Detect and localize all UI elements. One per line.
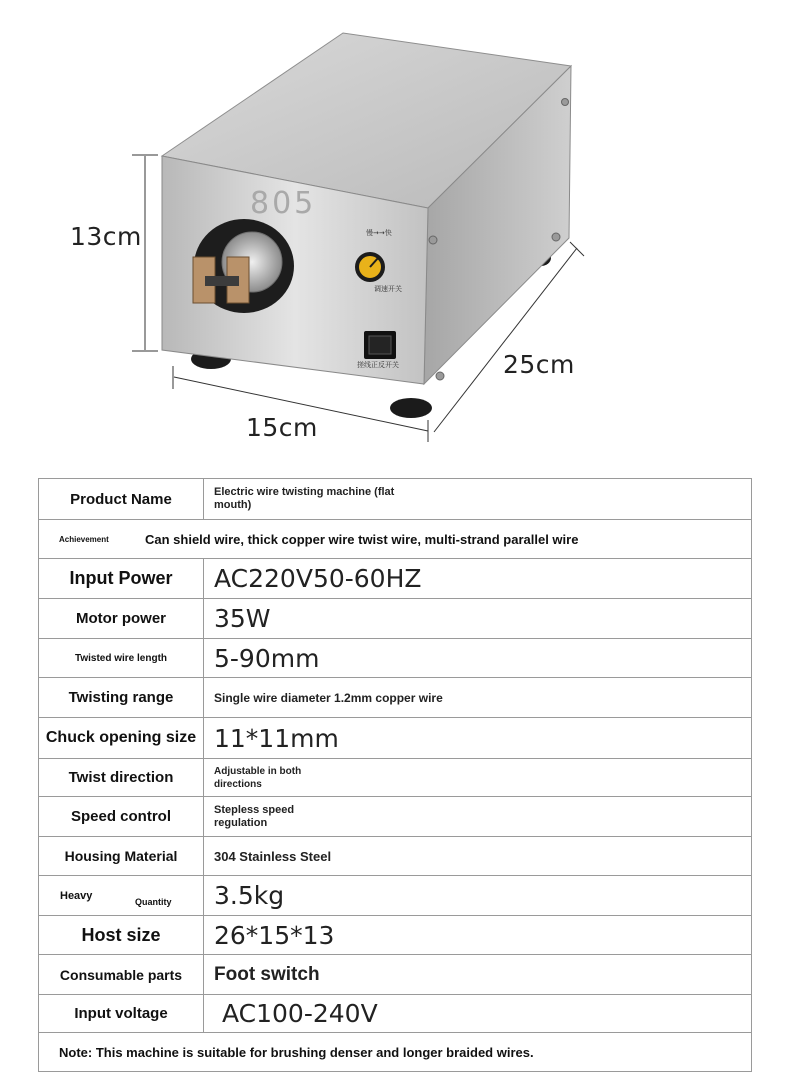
direction-switch-label: 搓线正反开关 [357,361,399,369]
screw [429,236,437,244]
spec-label-cell [39,876,204,915]
spec-row-weight [39,876,751,916]
spec-row-note [39,1033,751,1071]
spec-label: Housing Material [39,837,204,875]
spec-value: AC100-240V [222,999,378,1028]
spec-label: Achievement [59,534,109,544]
spec-label: Twist direction [39,759,204,796]
spec-value: Single wire diameter 1.2mm copper wire [214,690,443,705]
speed-top-label: 慢→→快 [366,229,392,237]
spec-row-input-voltage [39,995,751,1033]
spec-label: Chuck opening size [39,718,204,758]
spec-value: Adjustable in both directions [214,765,302,790]
spec-label: Consumable parts [39,955,204,994]
width-dimension: 15cm [246,413,318,442]
spec-value: 35W [214,604,271,633]
spec-value: Can shield wire, thick copper wire twist wire, multi-strand parallel wire [145,531,579,547]
spec-row-input-power [39,559,751,599]
spec-label: Speed control [39,797,204,836]
spec-label: Twisted wire length [39,639,204,677]
spec-value: 3.5kg [214,881,285,910]
spec-value: 26*15*13 [214,920,335,950]
spec-row-host-size [39,916,751,955]
spec-value: 11*11mm [214,723,339,753]
speed-switch-label: 调速开关 [374,285,402,293]
spec-label: Twisting range [39,678,204,717]
spec-row-consumable-parts [39,955,751,995]
spec-value: 304 Stainless Steel [214,848,332,864]
screw [436,372,444,380]
spec-row-chuck-size [39,718,751,759]
spec-note: Note: This machine is suitable for brushing denser and longer braided wires. [59,1044,534,1060]
spec-label: Host size [39,916,204,954]
foot-front-right [390,398,432,418]
spec-label: Motor power [39,599,204,638]
spec-value: Electric wire twisting machine (flat mouth) [214,486,395,511]
spec-value: AC220V50-60HZ [214,564,422,593]
spec-label: Product Name [39,479,204,519]
depth-dimension: 25cm [503,350,575,379]
spec-row-twisting-range [39,678,751,718]
spec-row-twist-direction [39,759,751,797]
spec-value: 5-90mm [214,643,320,673]
spec-row-twisted-length [39,639,751,678]
spec-value: Foot switch [214,963,320,985]
spec-label: Quantity [135,896,172,907]
spec-table [38,478,752,1072]
screw [562,99,569,106]
spec-row-speed-control [39,797,751,837]
spec-row-housing-material [39,837,751,876]
spec-label: Heavy [60,889,93,902]
screw [552,233,560,241]
spec-row-product-name [39,479,751,520]
spec-row-achievement [39,520,751,559]
model-mark: 805 [250,186,317,221]
spec-label: Input voltage [39,995,204,1032]
height-dimension: 13cm [70,222,142,251]
spec-value: Stepless speed regulation [214,803,295,829]
spec-row-motor-power [39,599,751,639]
spec-label: Input Power [39,559,204,598]
product-photo [0,0,790,470]
